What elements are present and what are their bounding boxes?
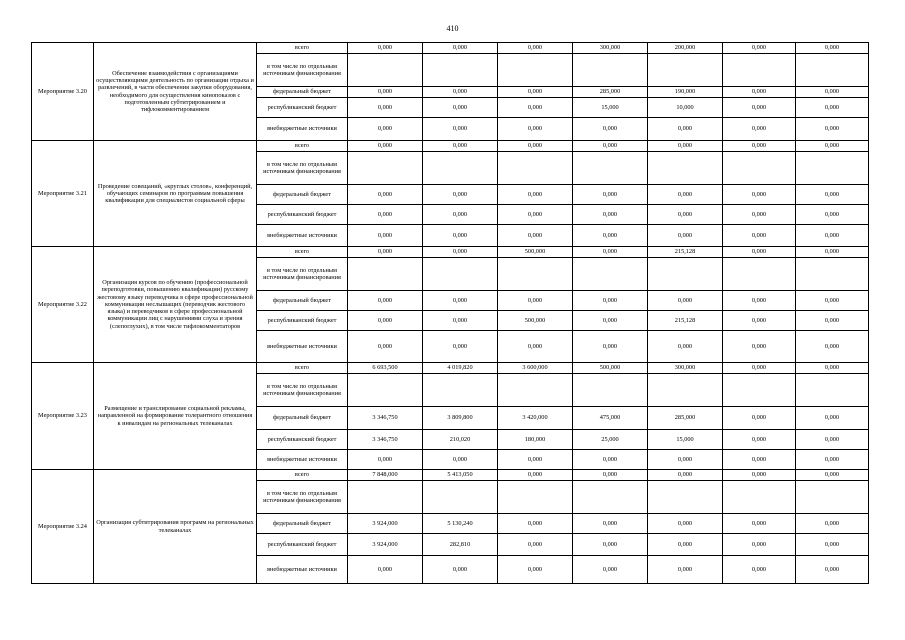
amount-cell: 0,000 [796,470,869,481]
amount-cell: 0,000 [423,247,498,258]
amount-cell [648,374,723,407]
amount-cell [723,374,796,407]
amount-cell: 3 420,000 [498,407,573,430]
funding-source-cell: в том числе по отдельным источникам финансирования [257,54,348,87]
amount-cell: 0,000 [423,450,498,470]
page-number: 410 [446,24,459,33]
amount-cell: 0,000 [648,205,723,225]
amount-cell: 0,000 [723,556,796,584]
amount-cell [348,54,423,87]
measure-name-cell: Обеспечение взаимодействия с организациями осуществляющими деятельность по организации отдыха и развлечений, в части обеспечения закупки оборудования, необходимого для осуществления кинопоказов с подготовленным субтитрированием и тифлокомментированием [94,43,257,141]
amount-cell: 0,000 [498,205,573,225]
amount-cell: 0,000 [423,43,498,54]
amount-cell: 0,000 [796,514,869,534]
measure-id-cell: Мероприятие 3.23 [32,363,94,470]
amount-cell: 0,000 [423,141,498,152]
amount-cell: 0,000 [348,205,423,225]
amount-cell: 0,000 [498,331,573,363]
amount-cell: 0,000 [723,470,796,481]
amount-cell: 0,000 [348,185,423,205]
amount-cell: 0,000 [796,98,869,118]
amount-cell: 5 130,240 [423,514,498,534]
amount-cell [498,54,573,87]
measure-id-cell: Мероприятие 3.20 [32,43,94,141]
amount-cell [723,481,796,514]
funding-source-cell: внебюджетные источники [257,331,348,363]
amount-cell [423,374,498,407]
amount-cell: 0,000 [648,470,723,481]
amount-cell [648,481,723,514]
amount-cell: 0,000 [498,556,573,584]
amount-cell: 0,000 [648,185,723,205]
amount-cell: 0,000 [498,514,573,534]
amount-cell: 0,000 [423,98,498,118]
amount-cell: 5 413,050 [423,470,498,481]
amount-cell [348,374,423,407]
amount-cell: 0,000 [423,291,498,311]
table-row [32,363,869,374]
amount-cell: 0,000 [723,205,796,225]
amount-cell [648,152,723,185]
amount-cell: 0,000 [723,43,796,54]
amount-cell: 0,000 [348,87,423,98]
amount-cell: 0,000 [348,450,423,470]
amount-cell: 0,000 [423,185,498,205]
amount-cell: 0,000 [723,363,796,374]
measure-id-cell: Мероприятие 3.24 [32,470,94,584]
amount-cell: 0,000 [348,247,423,258]
funding-source-cell: внебюджетные источники [257,225,348,247]
amount-cell [648,54,723,87]
amount-cell: 0,000 [348,225,423,247]
amount-cell: 0,000 [723,141,796,152]
amount-cell: 0,000 [796,430,869,450]
funding-source-cell: в том числе по отдельным источникам финансирования [257,152,348,185]
measure-id-cell: Мероприятие 3.21 [32,141,94,247]
amount-cell: 0,000 [796,205,869,225]
amount-cell: 0,000 [573,470,648,481]
amount-cell: 10,000 [648,98,723,118]
funding-source-cell: федеральный бюджет [257,407,348,430]
amount-cell [796,374,869,407]
funding-source-cell: республиканский бюджет [257,205,348,225]
amount-cell: 0,000 [498,43,573,54]
funding-source-cell: федеральный бюджет [257,291,348,311]
amount-cell: 0,000 [723,331,796,363]
amount-cell: 0,000 [723,514,796,534]
amount-cell: 3 924,000 [348,514,423,534]
amount-cell: 3 924,000 [348,534,423,556]
amount-cell: 0,000 [796,291,869,311]
amount-cell: 0,000 [573,185,648,205]
amount-cell: 0,000 [348,141,423,152]
funding-source-cell: в том числе по отдельным источникам финансирования [257,258,348,291]
amount-cell: 500,000 [498,311,573,331]
amount-cell: 0,000 [648,141,723,152]
amount-cell: 500,000 [498,247,573,258]
amount-cell [723,152,796,185]
amount-cell: 0,000 [796,118,869,141]
amount-cell: 0,000 [498,141,573,152]
amount-cell: 0,000 [796,87,869,98]
funding-source-cell: всего [257,247,348,258]
amount-cell: 0,000 [573,247,648,258]
amount-cell [573,258,648,291]
amount-cell: 7 848,000 [348,470,423,481]
amount-cell: 475,000 [573,407,648,430]
amount-cell: 0,000 [573,556,648,584]
amount-cell [423,258,498,291]
amount-cell: 0,000 [796,450,869,470]
amount-cell [423,54,498,87]
table-row [32,247,869,258]
amount-cell: 0,000 [648,556,723,584]
amount-cell: 0,000 [498,534,573,556]
amount-cell: 6 693,500 [348,363,423,374]
amount-cell: 0,000 [648,291,723,311]
funding-source-cell: федеральный бюджет [257,185,348,205]
amount-cell: 200,000 [648,43,723,54]
table-row [32,141,869,152]
amount-cell: 3 809,800 [423,407,498,430]
amount-cell: 0,000 [348,43,423,54]
amount-cell: 0,000 [348,118,423,141]
funding-source-cell: всего [257,141,348,152]
amount-cell: 3 346,750 [348,407,423,430]
amount-cell: 0,000 [796,534,869,556]
amount-cell: 0,000 [573,118,648,141]
amount-cell: 0,000 [796,556,869,584]
amount-cell: 0,000 [723,291,796,311]
amount-cell: 0,000 [423,87,498,98]
amount-cell: 0,000 [423,225,498,247]
amount-cell: 0,000 [573,205,648,225]
amount-cell: 0,000 [348,556,423,584]
measure-name-cell: Размещение и транслирование социальной рекламы, направленной на формирование толерантного отношения к инвалидам на региональных телеканалах [94,363,257,470]
amount-cell: 0,000 [498,118,573,141]
amount-cell [796,258,869,291]
amount-cell [573,152,648,185]
table-row [32,470,869,481]
funding-source-cell: республиканский бюджет [257,534,348,556]
funding-source-cell: в том числе по отдельным источникам финансирования [257,481,348,514]
amount-cell: 15,000 [573,98,648,118]
amount-cell: 4 019,820 [423,363,498,374]
funding-source-cell: внебюджетные источники [257,556,348,584]
funding-source-cell: республиканский бюджет [257,98,348,118]
amount-cell: 0,000 [796,407,869,430]
amount-cell: 0,000 [573,534,648,556]
amount-cell: 0,000 [723,185,796,205]
amount-cell: 285,000 [573,87,648,98]
funding-source-cell: федеральный бюджет [257,514,348,534]
amount-cell [573,481,648,514]
amount-cell: 0,000 [723,430,796,450]
measure-id-cell: Мероприятие 3.22 [32,247,94,363]
amount-cell: 25,000 [573,430,648,450]
amount-cell: 0,000 [348,331,423,363]
amount-cell: 0,000 [498,470,573,481]
amount-cell [498,481,573,514]
amount-cell: 282,810 [423,534,498,556]
funding-source-cell: республиканский бюджет [257,430,348,450]
amount-cell: 0,000 [723,450,796,470]
amount-cell [348,152,423,185]
amount-cell [573,374,648,407]
amount-cell: 300,000 [648,363,723,374]
amount-cell: 0,000 [648,450,723,470]
amount-cell [423,152,498,185]
amount-cell: 15,000 [648,430,723,450]
amount-cell [796,152,869,185]
amount-cell: 0,000 [648,225,723,247]
funding-source-cell: всего [257,43,348,54]
amount-cell [423,481,498,514]
amount-cell [498,258,573,291]
amount-cell: 0,000 [723,118,796,141]
amount-cell: 0,000 [648,118,723,141]
amount-cell: 0,000 [348,98,423,118]
table-body [32,43,869,584]
amount-cell [348,481,423,514]
amount-cell: 0,000 [573,225,648,247]
amount-cell: 210,020 [423,430,498,450]
amount-cell: 0,000 [796,311,869,331]
funding-table [31,42,869,584]
amount-cell: 0,000 [498,291,573,311]
amount-cell: 0,000 [648,514,723,534]
amount-cell: 0,000 [573,514,648,534]
amount-cell: 0,000 [723,225,796,247]
amount-cell: 0,000 [423,311,498,331]
amount-cell: 0,000 [348,291,423,311]
funding-source-cell: всего [257,363,348,374]
amount-cell: 0,000 [648,331,723,363]
amount-cell: 0,000 [573,450,648,470]
amount-cell: 0,000 [723,247,796,258]
amount-cell: 0,000 [723,311,796,331]
amount-cell: 0,000 [796,43,869,54]
amount-cell: 0,000 [498,185,573,205]
funding-source-cell: федеральный бюджет [257,87,348,98]
amount-cell [573,54,648,87]
amount-cell: 0,000 [796,247,869,258]
amount-cell: 215,128 [648,311,723,331]
amount-cell: 285,000 [648,407,723,430]
amount-cell: 500,000 [573,363,648,374]
amount-cell: 0,000 [573,311,648,331]
amount-cell: 0,000 [348,311,423,331]
amount-cell: 0,000 [723,98,796,118]
amount-cell: 0,000 [648,534,723,556]
amount-cell: 215,128 [648,247,723,258]
amount-cell: 0,000 [573,141,648,152]
amount-cell: 190,000 [648,87,723,98]
amount-cell: 0,000 [423,205,498,225]
amount-cell: 0,000 [498,87,573,98]
amount-cell: 300,000 [573,43,648,54]
amount-cell: 0,000 [723,534,796,556]
amount-cell: 180,000 [498,430,573,450]
amount-cell [498,374,573,407]
amount-cell: 0,000 [573,331,648,363]
funding-source-cell: внебюджетные источники [257,450,348,470]
amount-cell [648,258,723,291]
amount-cell [723,258,796,291]
amount-cell: 3 346,750 [348,430,423,450]
amount-cell: 0,000 [498,225,573,247]
measure-name-cell: Проведение совещаний, «круглых столов», конференций, обучающих семинаров по программам повышения квалификации для специалистов социальной сферы [94,141,257,247]
amount-cell: 0,000 [723,87,796,98]
amount-cell [723,54,796,87]
amount-cell: 0,000 [796,141,869,152]
amount-cell [348,258,423,291]
measure-name-cell: Организация субтитрирования программ на региональных телеканалах [94,470,257,584]
funding-source-cell: республиканский бюджет [257,311,348,331]
funding-source-cell: в том числе по отдельным источникам финансирования [257,374,348,407]
amount-cell: 0,000 [498,98,573,118]
amount-cell: 0,000 [796,331,869,363]
amount-cell: 0,000 [723,407,796,430]
amount-cell: 0,000 [423,118,498,141]
table-row [32,43,869,54]
amount-cell: 0,000 [796,225,869,247]
amount-cell [498,152,573,185]
amount-cell: 0,000 [423,556,498,584]
amount-cell: 0,000 [498,450,573,470]
funding-source-cell: внебюджетные источники [257,118,348,141]
amount-cell [796,481,869,514]
amount-cell: 3 600,000 [498,363,573,374]
amount-cell: 0,000 [796,363,869,374]
measure-name-cell: Организация курсов по обучению (профессиональной переподготовки, повышению квалификации) русскому жестовому языку переводчика в сфере профессиональной коммуникации неслышащих (переводчик жестового языка) и переводчиков в сфере профессиональной коммуникации лиц с нарушениями слуха и зрения (слепоглухих), в том числе тифлокомментаторов [94,247,257,363]
amount-cell: 0,000 [573,291,648,311]
amount-cell: 0,000 [796,185,869,205]
funding-source-cell: всего [257,470,348,481]
amount-cell [796,54,869,87]
amount-cell: 0,000 [423,331,498,363]
